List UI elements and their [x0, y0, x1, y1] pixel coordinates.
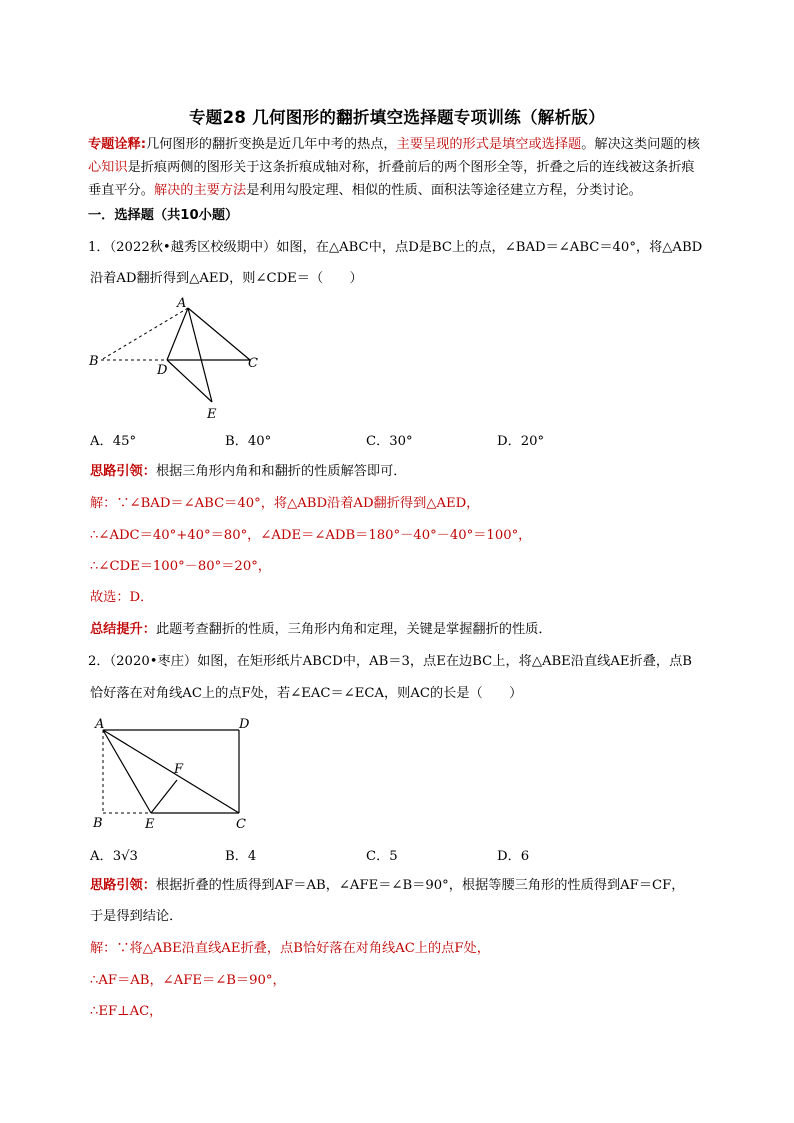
- q1-fig-label-d: D: [157, 363, 168, 378]
- intro-line-2: 心知识是折痕两侧的图形关于这条折痕成轴对称，折叠前后的两个图形全等，折叠之后的连线被这条折痕: [88, 160, 695, 175]
- q1-fig-label-a: A: [177, 296, 187, 311]
- q2-solution-3: ∴EF⊥AC，: [90, 1004, 163, 1019]
- q2-solution-2: ∴AF＝AB，∠AFE＝∠B＝90°，: [90, 973, 286, 988]
- intro-line-3: 垂直平分。解决的主要方法是利用勾股定理、相似的性质、面积法等途径建立方程，分类讨论。: [88, 183, 642, 198]
- q1-option-d: D．20°: [497, 434, 545, 449]
- q2-hint-1: 思路引领：根据折叠的性质得到AF＝AB，∠AFE＝∠B＝90°，根据等腰三角形的性质得到AF＝CF，: [90, 878, 685, 893]
- q2-hint-2: 于是得到结论．: [90, 909, 183, 924]
- q1-fig-label-c: C: [248, 356, 258, 371]
- q1-stem-line-1: 1．（2022秋•越秀区校级期中）如图，在△ABC中，点D是BC上的点，∠BAD＝∠ABC＝40°，将△ABD: [88, 240, 703, 255]
- q2-option-b: B．4: [225, 849, 257, 864]
- q1-fig-label-b: B: [89, 354, 99, 369]
- q1-solution-2: ∴∠ADC＝40°+40°＝80°，∠ADE＝∠ADB＝180°－40°－40°＝100°，: [90, 528, 532, 543]
- q2-solution-1: 解：∵将△ABE沿直线AE折叠，点B恰好落在对角线AC上的点F处，: [90, 941, 490, 956]
- q2-figure: [85, 712, 260, 832]
- q2-fig-label-f: F: [174, 762, 184, 777]
- q2-stem-line-1: 2．（2020•枣庄）如图，在矩形纸片ABCD中，AB＝3，点E在边BC上，将△ABE沿直线AE折叠，点B: [88, 654, 692, 669]
- q2-option-d: D．6: [497, 849, 530, 864]
- q2-fig-label-c: C: [236, 817, 246, 832]
- q1-option-c: C．30°: [366, 434, 413, 449]
- q1-hint: 思路引领：根据三角形内角和和翻折的性质解答即可．: [90, 464, 407, 479]
- section-heading: 一．选择题（共10小题）: [88, 208, 239, 223]
- q2-fig-label-b: B: [93, 816, 103, 831]
- q1-stem-line-2: 沿着AD翻折得到△AED，则∠CDE＝（ ）: [90, 271, 363, 286]
- q2-option-c: C．5: [366, 849, 398, 864]
- q2-stem-line-2: 恰好落在对角线AC上的点F处，若∠EAC＝∠ECA，则AC的长是（ ）: [90, 686, 523, 701]
- q2-fig-label-d: D: [239, 717, 250, 732]
- q2-fig-label-a: A: [95, 717, 105, 732]
- intro-label: 专题诠释:: [88, 137, 147, 152]
- q1-option-a: A．45°: [90, 434, 137, 449]
- q1-solution-4: 故选：D．: [90, 590, 154, 605]
- q1-solution-1: 解：∵∠BAD＝∠ABC＝40°，将△ABD沿着AD翻折得到△AED，: [90, 496, 480, 511]
- q2-option-a: A．3√3: [90, 849, 138, 864]
- q1-summary: 总结提升：此题考查翻折的性质，三角形内角和定理，关键是掌握翻折的性质．: [90, 622, 552, 637]
- q2-fig-label-e: E: [145, 817, 155, 832]
- q1-option-b: B．40°: [225, 434, 272, 449]
- q1-fig-label-e: E: [207, 407, 217, 422]
- page-title: 专题28 几何图形的翻折填空选择题专项训练（解析版）: [188, 108, 605, 127]
- q1-figure: [85, 292, 275, 424]
- q1-solution-3: ∴∠CDE＝100°－80°＝20°，: [90, 559, 271, 574]
- intro-line-1: 专题诠释:几何图形的翻折变换是近几年中考的热点，主要呈现的形式是填空或选择题。解决这类问题的核: [88, 137, 700, 152]
